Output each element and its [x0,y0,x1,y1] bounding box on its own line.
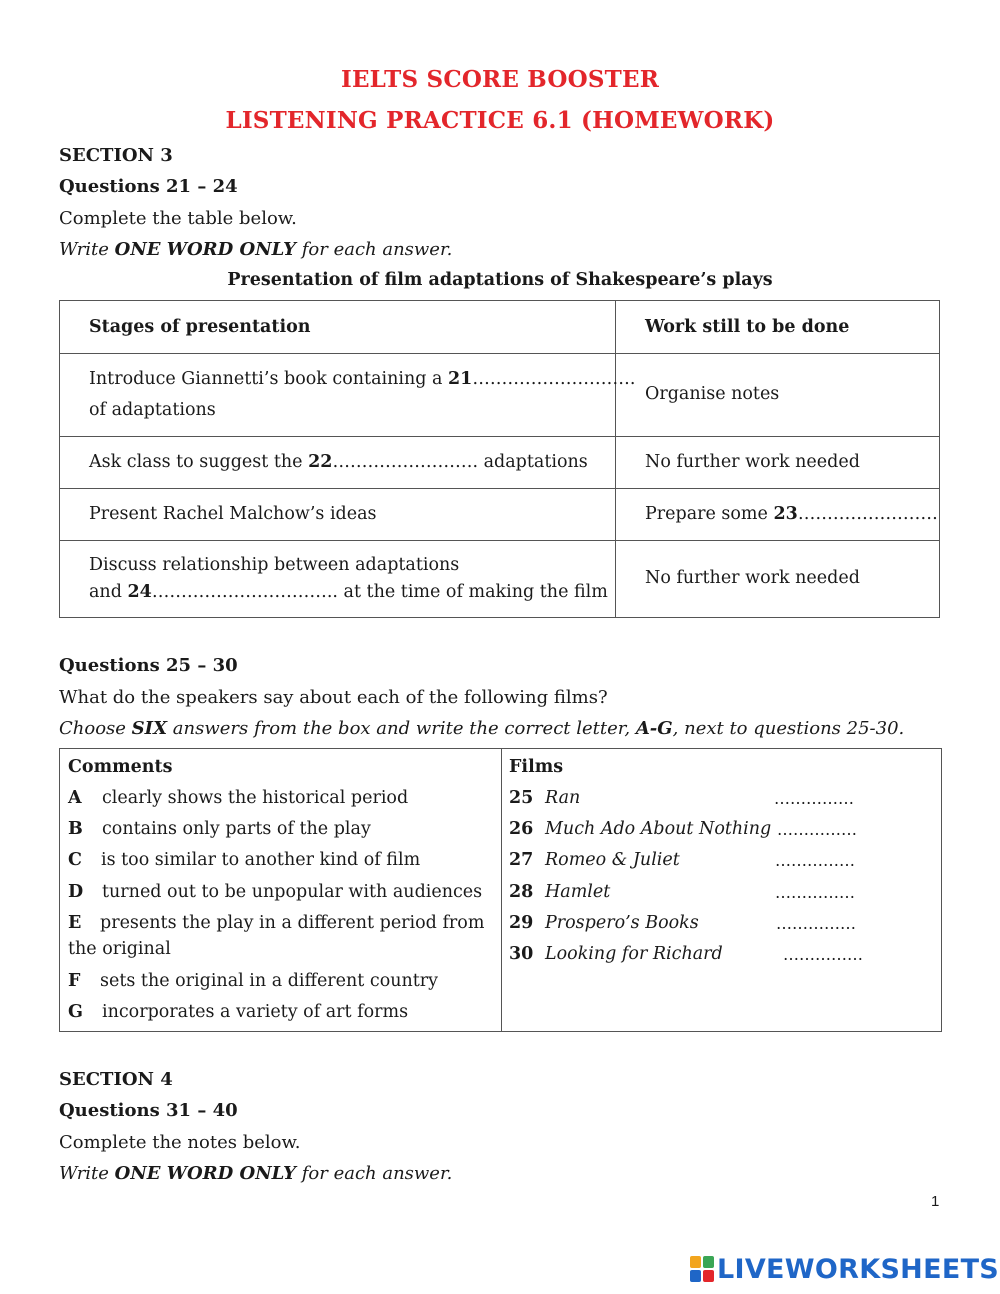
page-number: 1 [931,1193,940,1210]
worksheet-title: IELTS SCORE BOOSTER [340,66,660,93]
instruction-word-limit: Write ONE WORD ONLY for each answer. [59,239,453,260]
answer-blank-21: ………………………. [472,369,636,389]
comment-d: D turned out to be unpopular with audiences [68,882,483,902]
instruction-word-limit-2: Write ONE WORD ONLY for each answer. [59,1163,453,1184]
comments-header: Comments [68,757,173,777]
answer-blank-24: ………………………….. at the time of making the film [151,582,608,602]
questions-21-24-label: Questions 21 – 24 [59,176,238,197]
film-29: 29 Prospero’s Books [509,913,699,933]
questions-25-30-label: Questions 25 – 30 [59,655,238,676]
answer-blank-27[interactable]: …………… [775,851,855,870]
film-30: 30 Looking for Richard [509,944,723,964]
comment-e-cont: the original [68,939,171,959]
comment-c: C is too similar to another kind of film [68,850,421,870]
section3-label: SECTION 3 [59,145,173,166]
worksheet-subtitle: LISTENING PRACTICE 6.1 (HOMEWORK) [225,107,775,134]
film-28: 28 Hamlet [509,882,611,902]
instruction-choose: Choose SIX answers from the box and write the correct letter, A-G, next to questions 25-30. [59,718,905,739]
film-26: 26 Much Ado About Nothing [509,819,772,839]
answer-blank-30[interactable]: …………… [783,945,863,964]
instruction-complete-table: Complete the table below. [59,208,297,229]
answer-blank-29[interactable]: …………… [776,914,856,933]
presentation-table [59,300,940,618]
question-films: What do the speakers say about each of the following films? [59,687,608,708]
section4-label: SECTION 4 [59,1069,173,1090]
stage-row-3: Present Rachel Malchow’s ideas [89,504,377,524]
work-row-2: No further work needed [645,452,860,472]
answer-blank-25[interactable]: …………… [774,789,854,808]
comment-f: F sets the original in a different country [68,971,439,991]
question-24-number: 24 [127,582,152,602]
answer-blank-26[interactable]: …………… [777,820,857,839]
work-23: Prepare some 23…………………… [645,504,938,524]
header-work: Work still to be done [645,317,850,337]
films-matching-box [59,748,942,1032]
answer-blank-28[interactable]: …………… [775,883,855,902]
questions-31-40-label: Questions 31 – 40 [59,1100,238,1121]
film-27: 27 Romeo & Juliet [509,850,680,870]
comment-g: G incorporates a variety of art forms [68,1002,409,1022]
liveworksheets-logo-icon [690,1256,714,1282]
stage-21-cont: of adaptations [89,400,216,420]
film-25: 25 Ran [509,788,581,808]
stage-21: Introduce Giannetti’s book containing a 21………………………. [89,369,636,389]
question-23-number: 23 [773,504,798,524]
work-row-1: Organise notes [645,384,780,404]
stage-22: Ask class to suggest the 22……………………. adaptations [89,452,588,472]
comment-b: B contains only parts of the play [68,819,371,839]
table-title: Presentation of film adaptations of Shakespeare’s plays [227,270,773,290]
comment-e: E presents the play in a different period from [68,913,485,933]
answer-blank-23: …………………… [797,504,938,524]
answer-blank-22: ……………………. adaptations [332,452,588,472]
stage-row-4: Discuss relationship between adaptations [89,555,460,575]
work-row-4: No further work needed [645,568,860,588]
stage-24: and 24………………………….. at the time of making the film [89,582,608,602]
header-stages: Stages of presentation [89,317,311,337]
liveworksheets-logo[interactable] [690,1254,999,1284]
question-21-number: 21 [448,369,473,389]
films-header: Films [509,757,564,777]
question-22-number: 22 [308,452,333,472]
instruction-complete-notes: Complete the notes below. [59,1132,301,1153]
logo-text: LIVEWORKSHEETS [717,1253,1000,1285]
comment-a: A clearly shows the historical period [68,788,409,808]
